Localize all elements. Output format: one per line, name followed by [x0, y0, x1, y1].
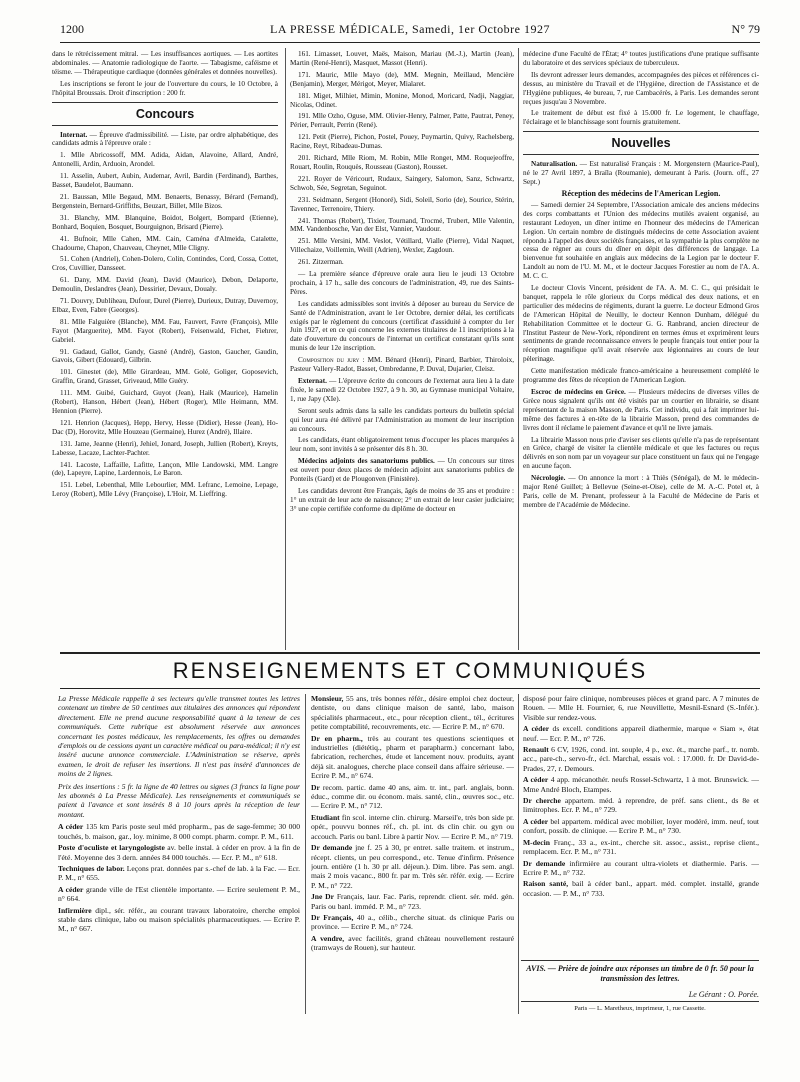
list-item: 261. Zitzerman.	[298, 258, 344, 267]
ad-text: grande ville de l'Est clientèle importante. — Ecrire seulement P. M., n° 664.	[58, 884, 300, 904]
ads-column-3	[523, 694, 759, 956]
jury-label: Composition du jury :	[298, 356, 365, 365]
ad-lead: Renault	[523, 745, 549, 755]
certificates-notice: Les candidats admissibles sont invités à déposer au bureau du Service de Santé de l'Administration, avant le 1er Octobre, dernier délai, les certificats exigés par le règlement du concours (certificat d'assiduité à compter du 1er Juin 1927, et en ce qui concerne les externes titulaires de 11 inscriptions à la date d'ouverture du concours de l'internat un certificat constatant qu'ils sont munis de leur 12e inscription.	[290, 299, 514, 353]
ad-text: 135 km Paris poste seul méd propharm., pas de sage-femme; 30 000 touchés, b. maison, gar., loy. minime, 8 000 compt. pharm. compr. P. M., 611.	[58, 822, 300, 841]
admitted-list	[52, 151, 278, 499]
ad-lead: A céder	[523, 724, 550, 734]
list-item: 201. Richard, Mlle Riom, M. Robin, Mlle Ronget, MM. Roquejeoffre, Rouart, Roulin, Rouquès, Rousseau (Gaston), Rousset.	[290, 154, 514, 171]
column-divider	[285, 48, 286, 650]
nouvelles-heading: Nouvelles	[611, 136, 671, 151]
list-item: 131. Jame, Jeanne (Henri), Jehiel, Jonard, Joseph, Jullien (Robert), Kreyts, Labesse, Lacaze, Lachter-Pachter.	[52, 439, 278, 457]
ad-lead: Raison santé,	[523, 879, 569, 889]
column-divider	[518, 694, 519, 1014]
ad-item	[523, 817, 759, 836]
salary-text: Le traitement de début est fixé à 15.000 fr. Le logement, le chauffage, l'éclairage et le blanchissage sont fournis gratuitement.	[523, 109, 759, 127]
list-item: 251. Mlle Versini, MM. Veslot, Vétillard, Vialle (Pierre), Vidal Naquet, Villechaize, Voillemin, Weill (Adrien), Wexler, Zagdoun.	[290, 237, 514, 255]
list-item: Prix des insertions : 5 fr. la ligne de 40 lettres ou signes (3 francs la ligne pour les abonnés à La Presse Médicale). Les renseignements et communiqués se paient à l'avance et sont insérés 8 à 10 jours après la réception de leur montant.	[58, 781, 300, 819]
ad-item	[58, 906, 300, 934]
list-item: 191. Mlle Ozho, Oguse, MM. Olivier-Henry, Palmer, Patte, Pautrat, Peney, Périer, Perrault, Perrin (René).	[290, 112, 514, 130]
list-item: 121. Henrion (Jacques), Hepp, Hervy, Hesse (Didier), Hesse (Jean), Ho-Dac (D), Horovitz, Mlle Houzeau (Germaine), Hurez (André), Illaire.	[52, 418, 278, 436]
reception-body: — Samedi dernier 24 Septembre, l'Association amicale des anciens médecins des corps combattants et l'Union des médecins mutilés avaient organisé, au restaurant Ledoyen, un dîner intime en l'honneur des médecins de l'American Legion. Un certain nombre de distingués médecins de cette Association avaient répondu à l'appel des deux sociétés françaises, et la sympathie la plus complète ne cessa de régner au cours du dîner en dépit des différences de langage. La bienvenue fut souhaitée en anglais aux médecins de la Legion par le docteur F. Landolt au nom de l'U. M. M., et le docteur Jacques Forestier au nom de l'A. A. M. C. C.	[523, 200, 759, 281]
nouvelles-heading-box	[523, 131, 759, 155]
externat-title: Externat.	[298, 377, 327, 385]
list-item: 51. Cohen (Andriel), Cohen-Dolero, Colin, Contindes, Cord, Cossa, Cottet, Cros, Cuvillier, Dansseet.	[52, 255, 278, 273]
ad-text: fin scol. interne clin. chirurg. Marseil'e, très bon side pr. opér., pouvvu bonnes réf., ch. pl. int. ds clin chir. ou gyn ou accouch. Paris ou banl. Libre à partir Nov. — Ecrire P. M., n° 719.	[311, 812, 514, 841]
ad-lead: Poste d'oculiste et laryngologiste	[58, 843, 165, 853]
list-item: 71. Douvry, Dubliheau, Dufour, Durel (Pierre), Durieux, Dutray, Duvernoy, Elbaz, Even, Fabre (Georges).	[52, 297, 278, 314]
avis-notice: AVIS. — Prière de joindre aux réponses un timbre de 0 fr. 50 pour la transmission des lettres.	[521, 960, 759, 984]
ad-lead: A céder	[523, 816, 549, 826]
list-item: 91. Gadaud, Gallot, Gandy, Gasné (André), Gaston, Gaucher, Gaudin, Gavois, Gibert (Edouard), Gilbrin.	[52, 347, 278, 365]
ad-lead: Dr Français,	[311, 912, 354, 922]
section-title: RENSEIGNEMENTS ET COMMUNIQUÉS	[60, 652, 760, 689]
list-item: 241. Thomas (Robert), Tixier, Tournand, Trocmé, Trubert, Mlle Valentin, MM. Vandenbosche, Van der Elst, Vannier, Vaudour.	[290, 216, 514, 234]
ad-text: bel appartem. médical avec mobilier, loyer modéré, imm. neuf, tout confort, possib. de clinique. — Ecrire P. M., n° 730.	[523, 816, 759, 836]
internat-title: Internat.	[60, 130, 88, 139]
admitted-list-continued	[290, 50, 514, 267]
ad-lead: Etudiant	[311, 812, 340, 822]
naturalisation-title: Naturalisation.	[531, 160, 578, 169]
ad-item	[523, 796, 759, 815]
ad-item	[311, 892, 514, 911]
page-number: 1200	[60, 22, 84, 36]
course-text: dans le rétrécissement mitral. — Les insuffisances aortiques. — Les aortites abdominales. — Anatomie radiologique de l'aorte. — Tabagisme, caféisme et téisme. — Thérapeutique cardiaque (données générales et données nouvelles).	[52, 50, 278, 76]
list-item: 221. Royer de Véricourt, Rudaux, Saingery, Salomon, Sanz, Schwartz, Schwob, Sée, Segretan, Seguinot.	[290, 174, 514, 192]
list-item: 161. Limasset, Louvet, Maës, Maison, Mariau (M.-J.), Martin (Jean), Martin (René-Henri), Masquet, Massot (Henri).	[290, 50, 514, 67]
ad-lead: Dr demande	[523, 858, 566, 868]
reception-title: Réception des médecins de l'American Legion.	[561, 188, 721, 198]
ads-list	[311, 694, 514, 953]
ad-text: ds excell. conditions appareil diathermie, marque « Siam », état neuf. — Ecr. P. M., n° 726.	[523, 724, 759, 743]
course-registration: Les inscriptions se feront le jour de l'ouverture du cours, le 10 Octobre, à l'hôpital Broussais. Droit d'inscription : 200 fr.	[52, 79, 278, 97]
internat-body: — Épreuve d'admissibilité. — Liste, par ordre alphabétique, des candidats admis à l'épreuve orale :	[52, 130, 278, 148]
list-item: 81. Mlle Falguière (Blanche), MM. Fau, Fauvert, Favre (François), Mlle Fayot (Marguerite), MM. Fayot (Robert), Feisenwald, Fichet, Fiehrer, Gabriel.	[52, 317, 278, 344]
jury-body: MM. Bénard (Henri), Pinard, Barbier, Thiroloix, Pasteur Vallery-Radot, Basset, Ombredanne, P. Duval, Dujarier, Cleisz.	[290, 356, 514, 374]
list-item: 31. Blanchy, MM. Blanquine, Boidot, Bolgert, Bompard (Etienne), Bonhard, Boquien, Bosquet, Bourguignon, Brisard (Pierre).	[52, 213, 278, 231]
necrologie-title: Nécrologie.	[531, 474, 566, 483]
ad-lead: Dr cherche	[523, 796, 561, 806]
ad-item	[523, 724, 759, 743]
gerant-line: Le Gérant : O. Porée.	[521, 990, 759, 1002]
list-item: 111. MM. Guibé, Guichard, Guyot (Jean), Haik (Maurice), Hamelin (Robert), Hanson, Hébert (Jean), Hébert (Roger), Mlle Heimann, MM. Hennion (Pierre).	[52, 389, 278, 415]
ad-item	[311, 934, 514, 953]
list-item: 141. Lacoste, Laffaille, Lafitte, Lançon, Mlle Landowski, MM. Langre (de), Lapeyre, Lapine, Lardennois, Le Baron.	[52, 460, 278, 478]
ad-text: av. belle instal. à céder en prov. à la fin de l'été. Moyenne des 3 dern. années 84 000 touchés. — Ecr. P. M., n° 618.	[58, 843, 300, 862]
sanatoriums-title: Médecins adjoints des sanatoriums publics.	[298, 457, 435, 466]
list-item: 101. Ginestet (de), Mlle Girardeau, MM. Golé, Goliger, Goposevich, Graffin, Grand, Grasset, Griveaud, Mlle Guéry.	[52, 368, 278, 386]
diploma-continued: médecine d'une Faculté de l'État; 4° toutes justifications d'une pratique suffisante du laboratoire et des services spéciaux de tuberculeux.	[523, 50, 759, 67]
concours-heading: Concours	[135, 106, 195, 121]
ad-lead: A céder	[523, 775, 549, 785]
column-3	[523, 50, 759, 650]
ad-lead: Infirmière	[58, 905, 92, 915]
ads-column-1	[58, 694, 300, 1014]
ad-item	[311, 813, 514, 841]
ad-item	[58, 885, 300, 904]
ad-item	[58, 864, 300, 883]
ad-text: 4 app. mécanothér. neufs Rossel-Schwartz, 1 à mot. Brunswick. — Mme André Bloch, Etampes.	[523, 775, 759, 794]
issue-number: N° 79	[731, 22, 760, 36]
concours-heading-box	[52, 102, 278, 126]
list-item: 61. Dany, MM. David (Jean), David (Maurice), Debon, Delaporte, Demoulin, Deslandres (Jean), Dessirier, Devaux, Doualy.	[52, 276, 278, 294]
ad-lead: Monsieur,	[311, 694, 344, 703]
seating-notice: Les candidats, étant obligatoirement tenus d'occuper les places marquées à leur nom, sont invités à se présenter dès 8 h. 30.	[290, 436, 514, 454]
oral-exam-notice: — La première séance d'épreuve orale aura lieu le jeudi 13 Octobre prochain, à 17 h., salle des concours de l'administration, 49, rue des Saints-Pères.	[290, 270, 514, 296]
ads-list	[523, 694, 759, 898]
ad-item	[311, 843, 514, 890]
ad-lead: Jne Dr	[311, 892, 335, 902]
ad-item	[523, 859, 759, 878]
ad-lead: Dr demande	[311, 843, 353, 853]
ad-lead: A céder	[58, 822, 84, 832]
column-2	[290, 50, 514, 650]
list-item: 121. Petit (Pierre), Pichon, Postel, Pouey, Puymartin, Quivy, Rachelsberg, Racine, Reyt, Ribadeau-Dumas.	[290, 133, 514, 151]
applications-text: Ils devront adresser leurs demandes, accompagnées des pièces et références ci-dessus, au ministère du Travail et de l'Hygiène, direction de l'Assistance et de l'Hygiène publiques, 4e bureau, 7, rue Cambacérès, à Paris. Les demandes seront reçues jusqu'au 3 Novembre.	[523, 70, 759, 106]
page-header	[60, 20, 760, 43]
ad-text: disposé pour faire clinique, nombreuses pièces et grand parc. A 7 minutes de Rouen. — Mlle H. Fournier, 6, rue Neuvillette, Mesnil-Esnard (S.-Infér.). Visible sur rendez-vous.	[523, 694, 759, 722]
ad-item	[311, 783, 514, 811]
manifestation-text: Cette manifestation médicale franco-américaine a heureusement complété le programme des fêtes de réception de l'American Legion.	[523, 367, 759, 385]
list-item: 41. Bufnoir, Mlle Cahen, MM. Cain, Caména d'Almeida, Catalette, Chadourne, Chapon, Chauveau, Cheynet, Mlle Cligny.	[52, 234, 278, 252]
ad-text: infirmière au courant ultra-violets et diathermie. Paris. — Ecrire P. M., n° 732.	[523, 858, 759, 877]
ad-text: recom. partic. dame 40 ans, aim. tr. int., parl. anglais, bonn. éduc., comme dir. ou économ. mais. santé, clin., œuvres soc., etc. — Ecrire P. M., n° 712.	[311, 782, 514, 811]
ad-lead: M-decin	[523, 837, 550, 847]
list-item: 151. Lebel, Lebenthal, Mlle Lebourlier, MM. Lefranc, Lemoine, Lepage, Leroy (Robert), Mlle Lévy (Françoise), L'Hoir, M. Lieffring.	[52, 481, 278, 499]
ad-text: dipl., sér. référ., au courant travaux laboratoire, cherche emploi stable dans clinique, labo ou maison spécialités pharmaceutiques. — Ecrire P. M., n° 667.	[58, 905, 300, 934]
ad-lead: A céder	[58, 884, 84, 894]
list-item: 181. Miget, Milhiet, Mimin, Monine, Monod, Moricard, Nadji, Naggiar, Nicolas, Odinet.	[290, 91, 514, 109]
list-item: 11. Asselin, Aubert, Aubin, Audemar, Avril, Bardin (Ferdinand), Barthes, Basset, Baudelot, Baumann.	[52, 172, 278, 190]
admission-notice: Seront seuls admis dans la salle les candidats porteurs du bulletin spécial qui leur aura été délivré par l'Administration au moment de leur inscription au concours.	[290, 406, 514, 433]
necrologie-body: — On annonce la mort : à Thiès (Sénégal), de M. le médecin-major René Guillet; à Bellevue (Seine-et-Oise), celle de M. A.-C. Potel et, à Paris, celle de M. Prenant, professeur à la Faculté de Médecine de Paris et membre de l'Académie de Médecine.	[523, 474, 759, 509]
ad-item	[523, 775, 759, 794]
ad-lead: Techniques de labor.	[58, 863, 125, 873]
ad-item	[58, 843, 300, 862]
ad-text: 6 CV, 1926, cond. int. souple, 4 p., exc. ét., marche parf., tr. nomb. acc., pare-ch., servo-fr., écl. Marchal, essais vol. : 17.000. fr. Dr David-de-Prades, 27, r. Demours.	[523, 745, 759, 773]
list-item: 21. Baussan, Mlle Begaud, MM. Benaerts, Benassy, Bérard (Fernand), Bergenstein, Bernard-Griffiths, Beuzart, Billet, Mlle Bizos.	[52, 192, 278, 210]
ad-item	[311, 734, 514, 781]
vincent-text: Le docteur Clovis Vincent, président de l'A. A. M. C. C., qui présidait le banquet, rappela le rôle glorieux du Corps médical des deux nations, et en particulier des médecins de régiments, durant la guerre. Le docteur Edmond Gros de l'American Hôpital de Neuilly, le docteur Kennon Dunham, délégué du Rehabilitation Committee et le docteur G. G. Ranbrand, ancien directeur de l'Institut Pasteur de New-York, répondirent en termes émus et exprimèrent leurs sentiments de grande reconnaissance envers le peuple français tout entier pour la réception magnifique qu'il avait réservée aux légionnaires au cours de leur pèlerinage.	[523, 284, 759, 364]
ad-item	[523, 879, 759, 898]
printer-line: Paris — L. Maretheux, imprimeur, 1, rue Cassette.	[574, 1005, 706, 1012]
ad-text: jne f. 25 à 30, pr entret. salle traitem. et instrum., récept. clients, un peu correspond., etc. Tenue d'infirm. Présence journ. entière (1 h. 30 pr all. déjeun.). Dim. libre. Pas sem. angl. mais 2 mois vacanc., 800 fr. par m. Très sér. référ. exig. — Ecrire P. M., n° 722.	[311, 843, 514, 890]
ad-lead: Dr	[311, 782, 320, 792]
escroc-body: — Plusieurs médecins de diverses villes de Grèce nous signalent qu'ils ont été visités par un courtier en librairie, se disant représentant de la maison Masson, de Paris. Cet individu, qui a fait imprimer lui-même des factures à en-tête de la librairie Masson, prend des commandes de livres dont il réclame le paiement d'avance et qu'il ne livre jamais.	[523, 388, 759, 432]
list-item: 171. Mauric, Mlle Mayo (de), MM. Megnin, Meillaud, Mencière (Benjamin), Merger, Mérigot, Meyer, Mialaret.	[290, 70, 514, 88]
ads-column-2	[311, 694, 514, 1014]
sanatoriums-body: — Un concours sur titres est ouvert pour deux places de médecin adjoint aux sanatoriums publics de Ponteils (Gard) et de Plougonven (Finistère).	[290, 457, 514, 484]
list-item: La Presse Médicale rappelle à ses lecteurs qu'elle transmet toutes les lettres contenant un timbre de 50 centimes aux titulaires des annonces qui répondent directement. Elle ne prend aucune responsabilité quant à la teneur de ces communiqués. Cette rubrique est absolument réservée aux annonces concernant les postes médicaux, les remplacements, les offres ou demandes d'emplois ou de cessions ayant un caractère médical ou para-médical; il n'y est inséré aucune annonce commerciale. L'Administration se réserve, après examen, le droit de refuser les insertions. Il n'est pas inséré d'annonces de moins de 2 lignes.	[58, 694, 300, 779]
ad-text: avec facilités, grand château nouvellement restauré (tramways de Rouen), sur hauteur.	[311, 933, 514, 953]
ad-text: Français, laur. Fac. Paris, reprendr. client. sér. méd. gén. Paris ou banl. imméd. P. M., n° 723.	[311, 892, 514, 911]
ad-item	[58, 822, 300, 841]
list-item: 231. Seidmann, Sergent (Honoré), Sidi, Soleil, Sorio (de), Sourice, Stérin, Tavennec, Terrenoire, Thiery.	[290, 195, 514, 213]
ad-item	[523, 694, 759, 722]
ad-item	[311, 694, 514, 732]
ad-item	[311, 913, 514, 932]
librairie-text: La librairie Masson nous prie d'aviser ses clients qu'elle n'a pas de représentant en Grèce, chargé de visiter la clientèle médicale et que les factures ou reçus délivrés en son nom par un voyageur sur place constituent un faux qui ne l'engage en aucune façon.	[523, 435, 759, 471]
column-divider	[518, 48, 519, 650]
ads-list	[58, 822, 300, 933]
ad-text: Franç., 33 a., ex-int., cherche sit. assoc., assist., reprise client., remplacem. Ecr. P. M., n° 731.	[523, 837, 759, 857]
ad-text: très au courant tes questions scientiques et industrielles (diététiq., pharm et parapharm.) concernant labo, fabrication, recherches, étude et lancement nouv. produits, ayant déjà sit. analogues, cherche place conseil dans affaire sérieuse. — Ecrire P. M., n° 674.	[311, 733, 514, 781]
ads-intro	[58, 694, 300, 819]
ad-text: 55 ans, très bonnes référ., désire emploi chez docteur, dentiste, ou dans clinique maison de santé, labo, maison spécialités pharmaceut., etc., pour réception client., tél., écritures petite comptabilité, recouvrements, etc. — Ecrire P. M., n° 670.	[311, 694, 514, 732]
ad-text: 40 a., célib., cherche situat. ds clinique Paris ou province. — Ecrire P. M., n° 724.	[311, 912, 514, 932]
ad-lead: Dr en pharm.,	[311, 733, 363, 743]
ad-item	[523, 838, 759, 857]
journal-title: LA PRESSE MÉDICALE, Samedi, 1er Octobre 1927	[270, 22, 550, 36]
ad-text: appartem. méd. à reprendre, de préf. sans client., ds 8e et limitrophes. Ecr. P. M., n° 729.	[523, 796, 759, 815]
ad-text: Leçons prat. données par s.-chef de lab. à la Fac. — Ecr. P. M., n° 655.	[58, 863, 300, 883]
candidates-requirements: Les candidats devront être Français, âgés de moins de 35 ans et produire : 1° un extrait de leur acte de naissance; 2° un extrait de leur casier judiciaire; 3° une copie certifiée conforme du diplôme de docteur en	[290, 486, 514, 513]
escroc-title: Escroc de médecins en Grèce.	[531, 388, 626, 396]
list-item: 1. Mlle Abricossoff, MM. Adida, Aidan, Alavoine, Allard, André, Antonelli, Ardin, Arduoin, Arondel.	[52, 151, 278, 169]
column-1	[52, 50, 278, 650]
ad-text: bail à céder banl., appart. méd. complet. installé, grande occasion. — P. M., n° 733.	[523, 879, 759, 898]
column-divider	[305, 694, 306, 1014]
naturalisation-body: — Est naturalisé Français : M. Morgenstern (Maurice-Paul), né le 27 Avril 1897, à Braïla (Roumanie), demeurant à Paris. (Journ. off., 27 Sept.)	[523, 160, 759, 187]
externat-body: — L'épreuve écrite du concours de l'externat aura lieu à la date fixée, le samedi 22 Octobre 1927, à 9 h. 30, au Gymnase municipal Voltaire, 1, rue Japy (XIe).	[290, 377, 514, 403]
ad-lead: A vendre,	[311, 933, 345, 943]
ad-item	[523, 745, 759, 773]
